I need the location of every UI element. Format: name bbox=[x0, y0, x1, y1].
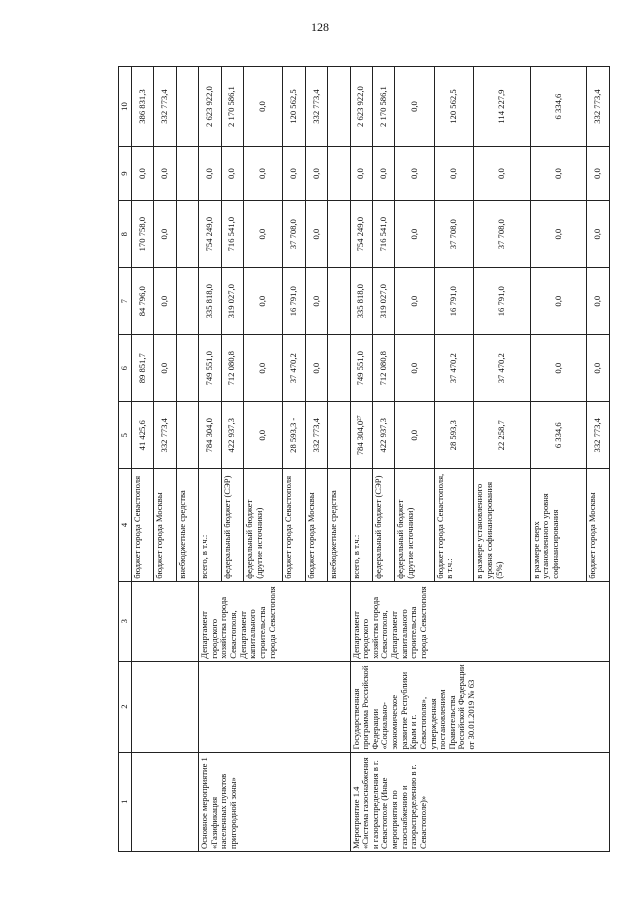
value-cell: 0,0 bbox=[132, 147, 154, 201]
page-number: 128 bbox=[311, 20, 329, 34]
value-cell bbox=[328, 335, 350, 402]
value-cell bbox=[176, 335, 198, 402]
value-cell: 37 470,2 bbox=[434, 335, 473, 402]
funding-source-cell: внебюджетные средства bbox=[328, 469, 350, 581]
value-cell: 0,0 bbox=[474, 147, 531, 201]
value-cell: 784 304,0²⁷ bbox=[350, 402, 372, 469]
col-header: 8 bbox=[119, 201, 132, 268]
value-cell: 114 227,9 bbox=[474, 67, 531, 147]
col-header: 3 bbox=[119, 581, 132, 661]
funding-source-cell: федеральный бюджет (СЭР) bbox=[221, 469, 243, 581]
value-cell: 712 080,8 bbox=[372, 335, 394, 402]
value-cell: 0,0 bbox=[530, 201, 587, 268]
funding-source-cell: бюджет города Севастополя, в т.ч.: bbox=[434, 469, 473, 581]
value-cell: 37 708,0 bbox=[434, 201, 473, 268]
value-cell: 754 249,0 bbox=[199, 201, 221, 268]
funding-source-cell: федеральный бюджет (другие источники) bbox=[243, 469, 282, 581]
value-cell: 319 027,0 bbox=[221, 268, 243, 335]
program-cell: Государственная программа Российской Федерации «Социально-экономическое развитие Республики Крым и г. Севастополя», утвержденная постановлением Правительства Российской Федерации от 30.01.2019 № 63 bbox=[350, 661, 609, 752]
value-cell: 2 623 922,0 bbox=[199, 67, 221, 147]
value-cell: 0,0 bbox=[154, 268, 176, 335]
value-cell: 0,0 bbox=[221, 147, 243, 201]
executor-cell: Департамент городского хозяйства города Севастополя, Департамент капитального строительства города Севастополя bbox=[350, 581, 609, 661]
table-row bbox=[132, 67, 154, 852]
value-cell: 0,0 bbox=[434, 147, 473, 201]
funding-source-cell: в размере сверх установленного уровня софинансирования bbox=[530, 469, 587, 581]
value-cell: 6 334,6 bbox=[530, 402, 587, 469]
col-header: 5 bbox=[119, 402, 132, 469]
funding-source-cell: в размере установленного уровня софинансирования (5%) bbox=[474, 469, 531, 581]
funding-source-cell: бюджет города Москвы bbox=[154, 469, 176, 581]
value-cell: 28 593,3 bbox=[434, 402, 473, 469]
value-cell: 0,0 bbox=[395, 335, 434, 402]
executor-cell: Департамент городского хозяйства города Севастополя, Департамент капитального строительства города Севастополя bbox=[199, 581, 350, 661]
value-cell: 0,0 bbox=[372, 147, 394, 201]
table-row bbox=[199, 67, 221, 852]
funding-source-cell: бюджет города Севастополя bbox=[283, 469, 305, 581]
value-cell: 0,0 bbox=[395, 402, 434, 469]
value-cell: 754 249,0 bbox=[350, 201, 372, 268]
column-number-row bbox=[119, 67, 132, 852]
value-cell: 6 334,6 bbox=[530, 67, 587, 147]
value-cell: 332 773,4 bbox=[305, 402, 327, 469]
value-cell: 0,0 bbox=[283, 147, 305, 201]
funding-source-cell: бюджет города Москвы bbox=[587, 469, 610, 581]
funding-source-cell: бюджет города Севастополя bbox=[132, 469, 154, 581]
value-cell: 712 080,8 bbox=[221, 335, 243, 402]
value-cell: 784 304,0 bbox=[199, 402, 221, 469]
value-cell: 0,0 bbox=[243, 335, 282, 402]
value-cell: 0,0 bbox=[587, 335, 610, 402]
value-cell: 16 791,0 bbox=[434, 268, 473, 335]
value-cell: 0,0 bbox=[154, 335, 176, 402]
value-cell bbox=[176, 268, 198, 335]
rotated-table-wrapper bbox=[118, 66, 610, 852]
value-cell: 332 773,4 bbox=[587, 67, 610, 147]
value-cell: 120 562,5 bbox=[283, 67, 305, 147]
value-cell bbox=[176, 67, 198, 147]
value-cell: 0,0 bbox=[154, 147, 176, 201]
program-cell bbox=[132, 661, 199, 752]
value-cell: 0,0 bbox=[395, 268, 434, 335]
value-cell: 0,0 bbox=[530, 335, 587, 402]
value-cell: 2 170 586,1 bbox=[372, 67, 394, 147]
col-header: 2 bbox=[119, 661, 132, 752]
value-cell: 0,0 bbox=[395, 147, 434, 201]
value-cell: 0,0 bbox=[154, 201, 176, 268]
value-cell: 0,0 bbox=[395, 67, 434, 147]
value-cell: 16 791,0 bbox=[474, 268, 531, 335]
value-cell: 89 851,7 bbox=[132, 335, 154, 402]
value-cell: 0,0 bbox=[350, 147, 372, 201]
value-cell: 84 796,0 bbox=[132, 268, 154, 335]
value-cell bbox=[176, 201, 198, 268]
value-cell: 0,0 bbox=[243, 268, 282, 335]
table-row bbox=[350, 67, 372, 852]
col-header: 6 bbox=[119, 335, 132, 402]
value-cell: 422 937,3 bbox=[221, 402, 243, 469]
value-cell: 0,0 bbox=[199, 147, 221, 201]
value-cell: 332 773,4 bbox=[587, 402, 610, 469]
value-cell: 120 562,5 bbox=[434, 67, 473, 147]
budget-table bbox=[118, 66, 610, 852]
funding-source-cell: внебюджетные средства bbox=[176, 469, 198, 581]
value-cell bbox=[176, 147, 198, 201]
value-cell: 386 831,3 bbox=[132, 67, 154, 147]
value-cell bbox=[328, 268, 350, 335]
value-cell: 0,0 bbox=[305, 268, 327, 335]
value-cell: 16 791,0 bbox=[283, 268, 305, 335]
value-cell: 37 470,2 bbox=[283, 335, 305, 402]
value-cell: 0,0 bbox=[305, 201, 327, 268]
funding-source-cell: всего, в т.ч.: bbox=[199, 469, 221, 581]
value-cell bbox=[328, 201, 350, 268]
value-cell bbox=[328, 402, 350, 469]
value-cell: 2 170 586,1 bbox=[221, 67, 243, 147]
value-cell: 0,0 bbox=[305, 147, 327, 201]
value-cell bbox=[176, 402, 198, 469]
col-header: 9 bbox=[119, 147, 132, 201]
value-cell: 0,0 bbox=[305, 335, 327, 402]
value-cell bbox=[328, 147, 350, 201]
value-cell: 0,0 bbox=[587, 147, 610, 201]
value-cell: 28 593,3 - bbox=[283, 402, 305, 469]
value-cell: 170 758,0 bbox=[132, 201, 154, 268]
value-cell: 716 541,0 bbox=[372, 201, 394, 268]
value-cell: 0,0 bbox=[243, 201, 282, 268]
value-cell: 749 551,0 bbox=[199, 335, 221, 402]
value-cell: 332 773,4 bbox=[305, 67, 327, 147]
value-cell: 319 027,0 bbox=[372, 268, 394, 335]
value-cell: 749 551,0 bbox=[350, 335, 372, 402]
value-cell bbox=[328, 67, 350, 147]
value-cell: 0,0 bbox=[587, 201, 610, 268]
value-cell: 0,0 bbox=[395, 201, 434, 268]
value-cell: 2 623 922,0 bbox=[350, 67, 372, 147]
event-name-cell: Мероприятие 1.4 «Система газоснабжения и газораспределения в г. Севастополе (Иные мероприятия по газоснабжению и газораспределению в г. Севастополе)» bbox=[350, 752, 609, 851]
value-cell: 0,0 bbox=[530, 268, 587, 335]
value-cell: 716 541,0 bbox=[221, 201, 243, 268]
value-cell: 0,0 bbox=[587, 268, 610, 335]
col-header: 7 bbox=[119, 268, 132, 335]
value-cell: 422 937,3 bbox=[372, 402, 394, 469]
funding-source-cell: бюджет города Москвы bbox=[305, 469, 327, 581]
value-cell: 0,0 bbox=[530, 147, 587, 201]
event-name-cell bbox=[132, 752, 199, 851]
value-cell: 0,0 bbox=[243, 67, 282, 147]
value-cell: 37 708,0 bbox=[283, 201, 305, 268]
funding-source-cell: всего, в т.ч.: bbox=[350, 469, 372, 581]
funding-source-cell: федеральный бюджет (другие источники) bbox=[395, 469, 434, 581]
executor-cell bbox=[132, 581, 199, 661]
value-cell: 335 818,0 bbox=[350, 268, 372, 335]
col-header: 4 bbox=[119, 469, 132, 581]
value-cell: 332 773,4 bbox=[154, 402, 176, 469]
event-name-cell: Основное мероприятие 1 «Газификация населенных пунктов пригородной зоны» bbox=[199, 752, 350, 851]
value-cell: 332 773,4 bbox=[154, 67, 176, 147]
value-cell: 335 818,0 bbox=[199, 268, 221, 335]
col-header: 10 bbox=[119, 67, 132, 147]
col-header: 1 bbox=[119, 752, 132, 851]
value-cell: 41 425,6 bbox=[132, 402, 154, 469]
funding-source-cell: федеральный бюджет (СЭР) bbox=[372, 469, 394, 581]
value-cell: 0,0 bbox=[243, 147, 282, 201]
value-cell: 37 470,2 bbox=[474, 335, 531, 402]
value-cell: 37 708,0 bbox=[474, 201, 531, 268]
value-cell: 22 258,7 bbox=[474, 402, 531, 469]
program-cell bbox=[199, 661, 350, 752]
value-cell: 0,0 bbox=[243, 402, 282, 469]
